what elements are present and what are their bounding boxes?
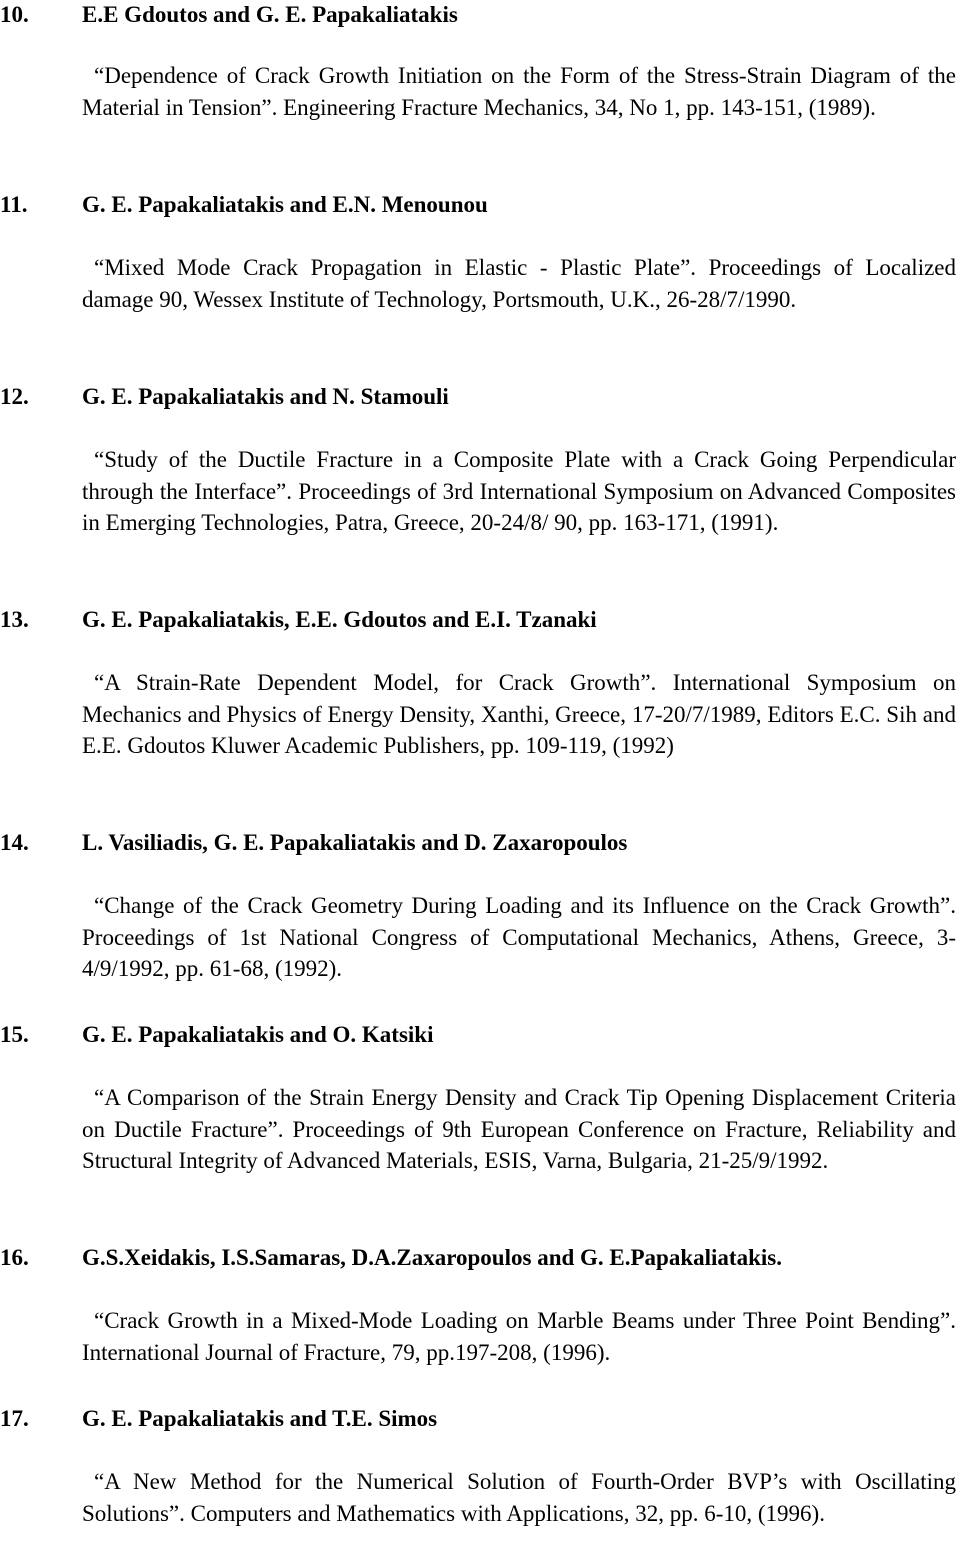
reference-title: Change of the Crack Geometry During Loading and its Influence on the Crack Growth (104, 893, 941, 918)
reference-details: . International Journal of Fracture, 79, pp.197-208, (1996). (82, 1308, 956, 1365)
reference-details: . Engineering Fracture Mechanics, 34, No 1, pp. 143-151, (1989). (271, 94, 876, 120)
reference-number: 15. (0, 1022, 29, 1047)
reference-title: Dependence of Crack Growth Initiation on the Form of the Stress-Strain Diagram of the Material in Tension (82, 63, 956, 120)
reference-entry-10 (0, 0, 960, 120)
reference-authors: G. E. Papakaliatakis, E.E. Gdoutos and E.I. Tzanaki (82, 607, 597, 632)
reference-details: . Computers and Mathematics with Applications, 32, pp. 6-10, (1996). (179, 1500, 825, 1526)
reference-heading (0, 1020, 960, 1050)
reference-entry-17 (0, 1404, 960, 1526)
reference-authors: L. Vasiliadis, G. E. Papakaliatakis and D. Zaxaropoulos (82, 830, 628, 855)
reference-entry-16 (0, 1243, 960, 1365)
reference-title: A Comparison of the Strain Energy Density and Crack Tip Opening Displacement Criteria on Ductile Fracture (82, 1085, 956, 1142)
reference-entry-12 (0, 382, 960, 536)
reference-authors: G.S.Xeidakis, I.S.Samaras, D.A.Zaxaropoulos and G. E.Papakaliatakis. (82, 1245, 782, 1270)
reference-body: “Study of the Ductile Fracture in a Composite Plate with a Crack Going Perpendicular through the Interface”. Proceedings of 3rd International Symposium on Advanced Composites in Emerging Technologies, Patra, Greece, 20-24/8/ 90, pp. 163-171, (1991). (82, 447, 956, 536)
reference-details: . Proceedings of 3rd International Symposium on Advanced Composites in Emerging Technologies, Patra, Greece, 20-24/8/ 90, pp. 163-171, (1991). (82, 478, 956, 536)
reference-body: “Dependence of Crack Growth Initiation on the Form of the Stress-Strain Diagram of the Material in Tension”. Engineering Fracture Mechanics, 34, No 1, pp. 143-151, (1989). (82, 63, 956, 120)
reference-number: 11. (0, 192, 28, 217)
reference-authors: G. E. Papakaliatakis and O. Katsiki (82, 1022, 434, 1047)
reference-authors: E.E Gdoutos and G. E. Papakaliatakis (82, 2, 458, 27)
reference-number: 17. (0, 1406, 29, 1431)
reference-authors: G. E. Papakaliatakis and N. Stamouli (82, 384, 449, 409)
reference-number: 16. (0, 1245, 29, 1270)
reference-details: . International Symposium on Mechanics and Physics of Energy Density, Xanthi, Greece, 17-20/7/1989, Editors E.C. Sih and E.E. Gdoutos Kluwer Academic Publishers, pp. 109-119, (1992) (82, 670, 956, 759)
reference-number: 13. (0, 607, 29, 632)
reference-details: . Proceedings of Localized damage 90, Wessex Institute of Technology, Portsmouth, U.K., 26-28/7/1990. (82, 255, 956, 312)
reference-title: A Strain-Rate Dependent Model, for Crack Growth (104, 670, 641, 695)
reference-entry-11 (0, 190, 960, 312)
reference-body: “Mixed Mode Crack Propagation in Elastic - Plastic Plate”. Proceedings of Localized damage 90, Wessex Institute of Technology, Portsmouth, U.K., 26-28/7/1990. (82, 255, 956, 312)
reference-title: Mixed Mode Crack Propagation in Elastic - Plastic Plate (104, 255, 681, 280)
reference-heading (0, 605, 960, 635)
reference-body: “A Comparison of the Strain Energy Density and Crack Tip Opening Displacement Criteria on Ductile Fracture”. Proceedings of 9th European Conference on Fracture, Reliability and Structural Integrity of Advanced Materials, ESIS, Varna, Bulgaria, 21-25/9/1992. (82, 1085, 956, 1174)
reference-title: Study of the Ductile Fracture in a Composite Plate with a Crack Going Perpendicular through the Interface (82, 447, 956, 504)
reference-body: “A New Method for the Numerical Solution of Fourth-Order BVP’s with Oscillating Solutions”. Computers and Mathematics with Applications, 32, pp. 6-10, (1996). (82, 1469, 956, 1526)
reference-body: “Crack Growth in a Mixed-Mode Loading on Marble Beams under Three Point Bending”. International Journal of Fracture, 79, pp.197-208, (1996). (82, 1308, 956, 1365)
reference-details: . Proceedings of 1st National Congress of Computational Mechanics, Athens, Greece, 3-4/9/1992, pp. 61-68, (1992). (82, 893, 956, 982)
reference-entry-14 (0, 828, 960, 982)
reference-number: 12. (0, 384, 29, 409)
reference-details: . Proceedings of 9th European Conference on Fracture, Reliability and Structural Integrity of Advanced Materials, ESIS, Varna, Bulgaria, 21-25/9/1992. (82, 1116, 956, 1174)
reference-title: Crack Growth in a Mixed-Mode Loading on Marble Beams under Three Point Bending (104, 1308, 941, 1333)
reference-authors: G. E. Papakaliatakis and T.E. Simos (82, 1406, 438, 1431)
reference-body: “A Strain-Rate Dependent Model, for Crack Growth”. International Symposium on Mechanics and Physics of Energy Density, Xanthi, Greece, 17-20/7/1989, Editors E.C. Sih and E.E. Gdoutos Kluwer Academic Publishers, pp. 109-119, (1992) (82, 670, 956, 759)
reference-title: A New Method for the Numerical Solution of Fourth-Order BVP’s with Oscillating Solutions (82, 1469, 956, 1526)
reference-body: “Change of the Crack Geometry During Loading and its Influence on the Crack Growth”. Proceedings of 1st National Congress of Computational Mechanics, Athens, Greece, 3-4/9/1992, pp. 61-68, (1992). (82, 893, 956, 982)
reference-entry-15 (0, 1020, 960, 1174)
reference-heading (0, 828, 960, 858)
reference-heading (0, 0, 960, 30)
reference-entry-13 (0, 605, 960, 759)
reference-number: 10. (0, 2, 29, 27)
reference-heading (0, 1404, 960, 1434)
reference-heading (0, 190, 960, 220)
reference-number: 14. (0, 830, 29, 855)
reference-heading (0, 382, 960, 412)
reference-authors: G. E. Papakaliatakis and E.N. Menounou (82, 192, 488, 217)
reference-heading (0, 1243, 960, 1273)
